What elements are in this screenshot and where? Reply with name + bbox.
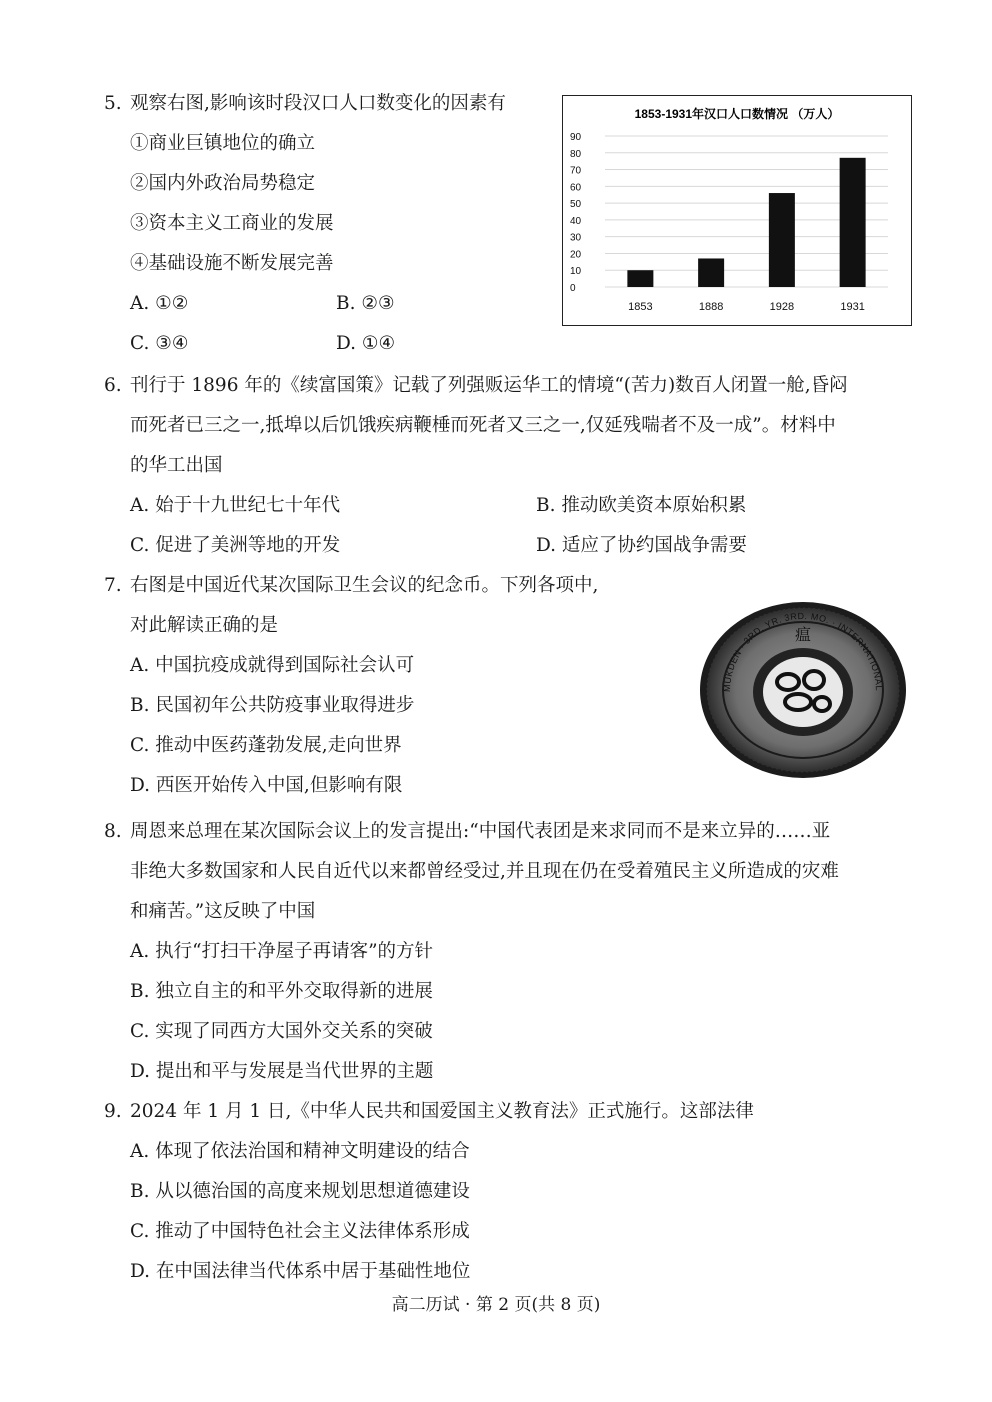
- y-tick-label: 20: [570, 249, 582, 261]
- bar-1888: [698, 258, 724, 287]
- bar-1928: [769, 193, 795, 287]
- statement-item: ①商业巨镇地位的确立: [130, 133, 316, 154]
- y-tick-label: 40: [570, 215, 582, 227]
- option-a[interactable]: A. 始于十九世纪七十年代: [130, 495, 341, 516]
- population-chart: [562, 95, 912, 326]
- statement-item: ②国内外政治局势稳定: [130, 173, 316, 194]
- option-c[interactable]: C. ③④: [130, 333, 189, 354]
- option-b[interactable]: B. 民国初年公共防疫事业取得进步: [130, 695, 415, 716]
- option-a[interactable]: A. 执行“打扫干净屋子再请客”的方针: [130, 941, 434, 962]
- page-footer: 高二历试 · 第 2 页(共 8 页): [391, 1295, 601, 1315]
- y-tick-label: 10: [570, 266, 582, 278]
- x-tick-label: 1853: [628, 301, 653, 313]
- option-d[interactable]: D. 适应了协约国战争需要: [536, 535, 747, 556]
- question-number: 7.: [104, 575, 122, 596]
- option-d[interactable]: D. 西医开始传入中国,但影响有限: [130, 775, 403, 796]
- question-stem-line: 非绝大多数国家和人民自近代以来都曾经受过,并且现在仍在受着殖民主义所造成的灾难: [130, 861, 839, 882]
- question-stem-line: 的华工出国: [130, 455, 223, 476]
- question-stem-line: 刊行于 1896 年的《续富国策》记载了列强贩运华工的情境“(苦力)数百人闭置一舱,昏闷: [130, 375, 848, 396]
- option-a[interactable]: A. 中国抗疫成就得到国际社会认可: [130, 655, 415, 676]
- x-tick-label: 1888: [698, 301, 724, 313]
- option-a[interactable]: A. ①②: [130, 293, 189, 314]
- x-tick-label: 1931: [840, 301, 865, 313]
- question-stem-line: 而死者已三之一,抵埠以后饥饿疾病鞭棰而死者又三之一,仅延残喘者不及一成”。材料中: [130, 415, 836, 436]
- option-c[interactable]: C. 促进了美洲等地的开发: [130, 535, 341, 556]
- option-b[interactable]: B. ②③: [336, 293, 395, 314]
- question-stem-line: 右图是中国近代某次国际卫生会议的纪念币。下列各项中,: [130, 575, 599, 596]
- question-stem-line: 2024 年 1 月 1 日,《中华人民共和国爱国主义教育法》正式施行。这部法律: [130, 1101, 754, 1122]
- question-number: 5.: [104, 93, 122, 114]
- y-tick-label: 30: [570, 232, 582, 244]
- commemorative-coin-image: [698, 600, 908, 780]
- y-tick-label: 0: [570, 283, 576, 294]
- statement-item: ③资本主义工商业的发展: [130, 213, 334, 234]
- question-stem-line: 和痛苦。”这反映了中国: [130, 901, 316, 922]
- chart-title: 1853-1931年汉口人口数情况 （万人）: [634, 107, 840, 121]
- bar-1853: [627, 270, 653, 287]
- coin-glyph: 瘟: [794, 625, 812, 644]
- question-stem-line: 对此解读正确的是: [130, 615, 279, 636]
- chart-canvas: [563, 96, 911, 325]
- y-tick-label: 80: [570, 148, 582, 160]
- question-stem: 观察右图,影响该时段汉口人口数变化的因素有: [130, 93, 506, 114]
- bar-1931: [840, 158, 866, 287]
- option-d[interactable]: D. ①④: [336, 333, 396, 354]
- y-tick-label: 60: [570, 182, 582, 194]
- y-tick-label: 50: [570, 199, 582, 211]
- question-number: 9.: [104, 1101, 122, 1122]
- statement-item: ④基础设施不断发展完善: [130, 253, 334, 274]
- y-tick-label: 90: [570, 132, 582, 143]
- question-stem-line: 周恩来总理在某次国际会议上的发言提出:“中国代表团是来求同而不是来立异的……亚: [130, 821, 831, 842]
- coin-inscription: MUKDEN · 3RD. YR. 3RD. MO. · INTERNATIONAL: [721, 610, 885, 693]
- option-b[interactable]: B. 推动欧美资本原始积累: [536, 495, 747, 516]
- option-c[interactable]: C. 实现了同西方大国外交关系的突破: [130, 1021, 433, 1042]
- option-b[interactable]: B. 独立自主的和平外交取得新的进展: [130, 981, 433, 1002]
- question-number: 8.: [104, 821, 122, 842]
- option-c[interactable]: C. 推动了中国特色社会主义法律体系形成: [130, 1221, 470, 1242]
- option-b[interactable]: B. 从以德治国的高度来规划思想道德建设: [130, 1181, 470, 1202]
- option-d[interactable]: D. 在中国法律当代体系中居于基础性地位: [130, 1261, 471, 1282]
- option-c[interactable]: C. 推动中医药蓬勃发展,走向世界: [130, 735, 402, 756]
- option-d[interactable]: D. 提出和平与发展是当代世界的主题: [130, 1061, 434, 1082]
- option-a[interactable]: A. 体现了依法治国和精神文明建设的结合: [130, 1141, 470, 1162]
- x-tick-label: 1928: [769, 301, 795, 313]
- y-tick-label: 70: [570, 165, 582, 177]
- question-number: 6.: [104, 375, 122, 396]
